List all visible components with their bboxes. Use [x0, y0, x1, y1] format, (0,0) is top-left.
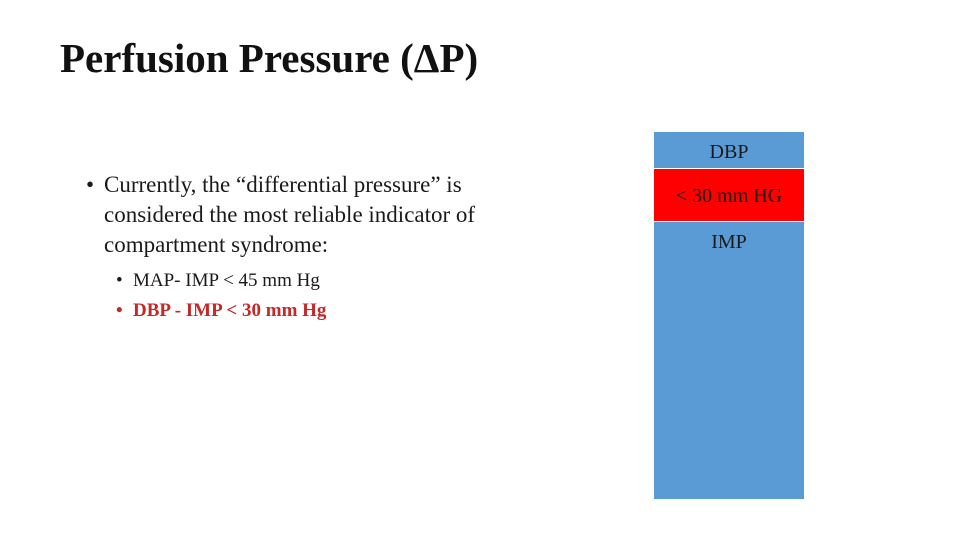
- sub-bullet-text: MAP- IMP < 45 mm Hg: [133, 270, 320, 291]
- bullet-marker: •: [86, 172, 95, 197]
- bullet-marker: •: [116, 300, 123, 321]
- sub-bullet-map: [116, 266, 556, 296]
- slide-title: Perfusion Pressure (ΔP): [60, 35, 479, 81]
- pressure-bar: [654, 132, 804, 499]
- main-bullet-text: Currently, the “differential pressure” is considered the most reliable indicator of compartment syndrome:: [104, 172, 476, 257]
- main-bullet: [86, 170, 556, 260]
- bullet-list: [86, 170, 556, 326]
- bullet-marker: •: [116, 270, 123, 291]
- imp-label: IMP: [711, 231, 747, 253]
- sub-bullet-text: DBP - IMP < 30 mm Hg: [133, 300, 327, 321]
- sub-bullet-dbp: [116, 296, 556, 326]
- sub-bullet-list: [86, 266, 556, 326]
- dbp-label: DBP: [709, 141, 749, 163]
- gap-label: < 30 mm HG: [675, 185, 783, 207]
